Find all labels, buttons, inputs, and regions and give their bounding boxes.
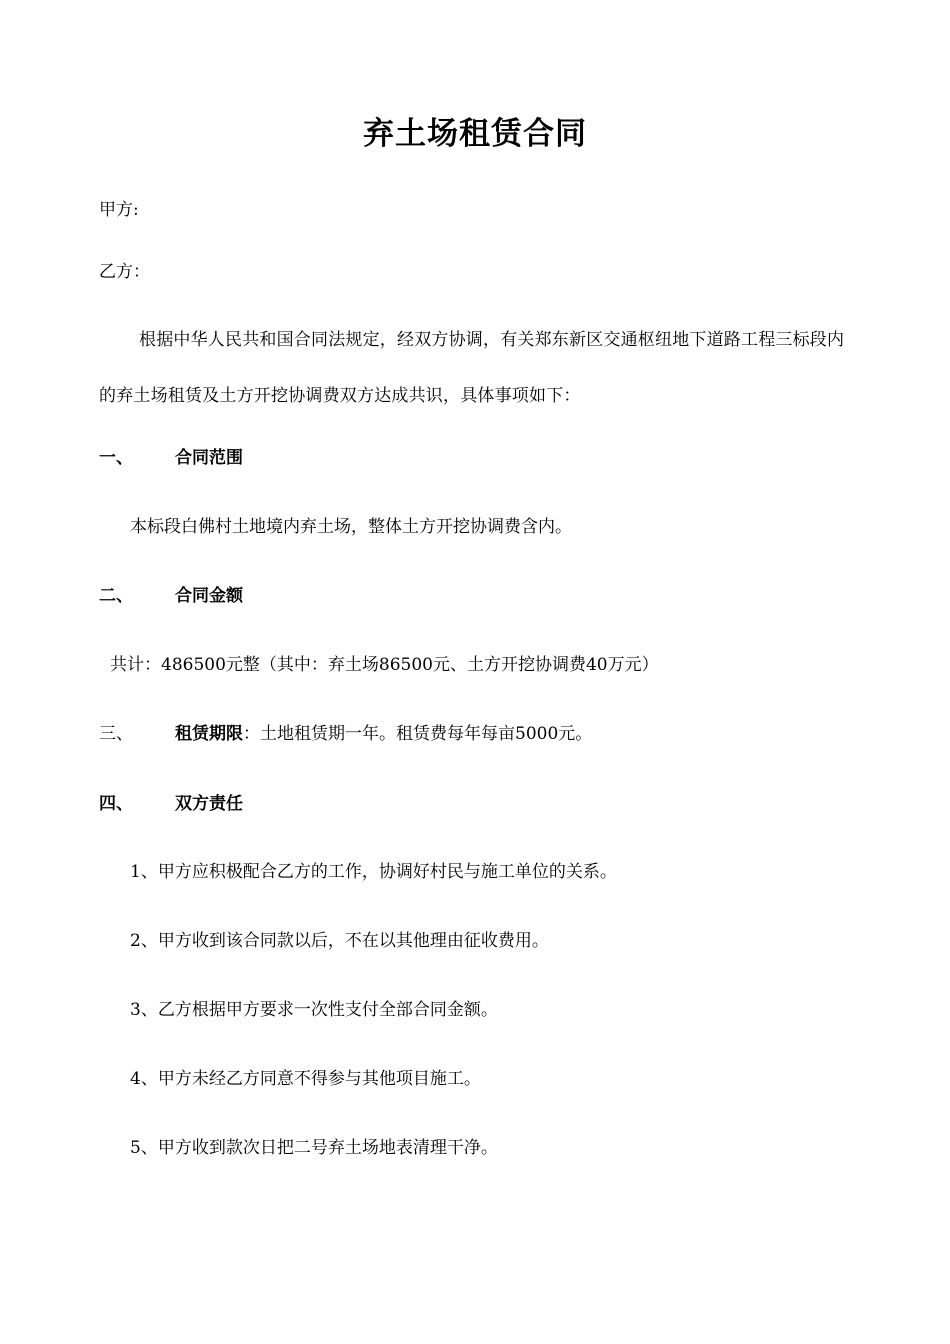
section-1-number: 一、 — [99, 448, 133, 468]
section-1-heading — [99, 446, 243, 470]
section-1-body: 本标段白佛村土地境内弃土场，整体土方开挖协调费含内。 — [130, 517, 572, 537]
intro-paragraph: 根据中华人民共和国合同法规定，经双方协调，有关郑东新区交通枢纽地下道路工程三标段内的弃土场租赁及土方开挖协调费双方达成共识，具体事项如下： — [99, 330, 845, 406]
section-3-number: 三、 — [99, 724, 133, 744]
section-3-heading — [99, 722, 592, 746]
section-3-title: 租赁期限 — [175, 724, 243, 744]
party-b-label: 乙方： — [99, 262, 150, 282]
section-2-body: 共计：486500元整（其中：弃土场86500元、土方开挖协调费40万元） — [110, 655, 659, 675]
responsibility-item: 1、甲方应积极配合乙方的工作，协调好村民与施工单位的关系。 — [130, 862, 617, 882]
section-4-title: 双方责任 — [175, 794, 243, 814]
section-4-number: 四、 — [99, 794, 133, 814]
document-title: 弃土场租赁合同 — [363, 116, 587, 152]
responsibility-item: 2、甲方收到该合同款以后，不在以其他理由征收费用。 — [130, 931, 549, 951]
section-2-title: 合同金额 — [175, 586, 243, 606]
section-4-heading — [99, 792, 243, 816]
responsibility-item: 3、乙方根据甲方要求一次性支付全部合同金额。 — [130, 1000, 498, 1020]
section-2-number: 二、 — [99, 586, 133, 606]
responsibility-item: 5、甲方收到款次日把二号弃土场地表清理干净。 — [130, 1138, 498, 1158]
section-2-heading — [99, 584, 243, 608]
section-1-title: 合同范围 — [175, 448, 243, 468]
section-3-body: ：土地租赁期一年。租赁费每年每亩5000元。 — [243, 724, 593, 744]
party-a-label: 甲方: — [99, 200, 139, 220]
responsibility-item: 4、甲方未经乙方同意不得参与其他项目施工。 — [130, 1069, 481, 1089]
